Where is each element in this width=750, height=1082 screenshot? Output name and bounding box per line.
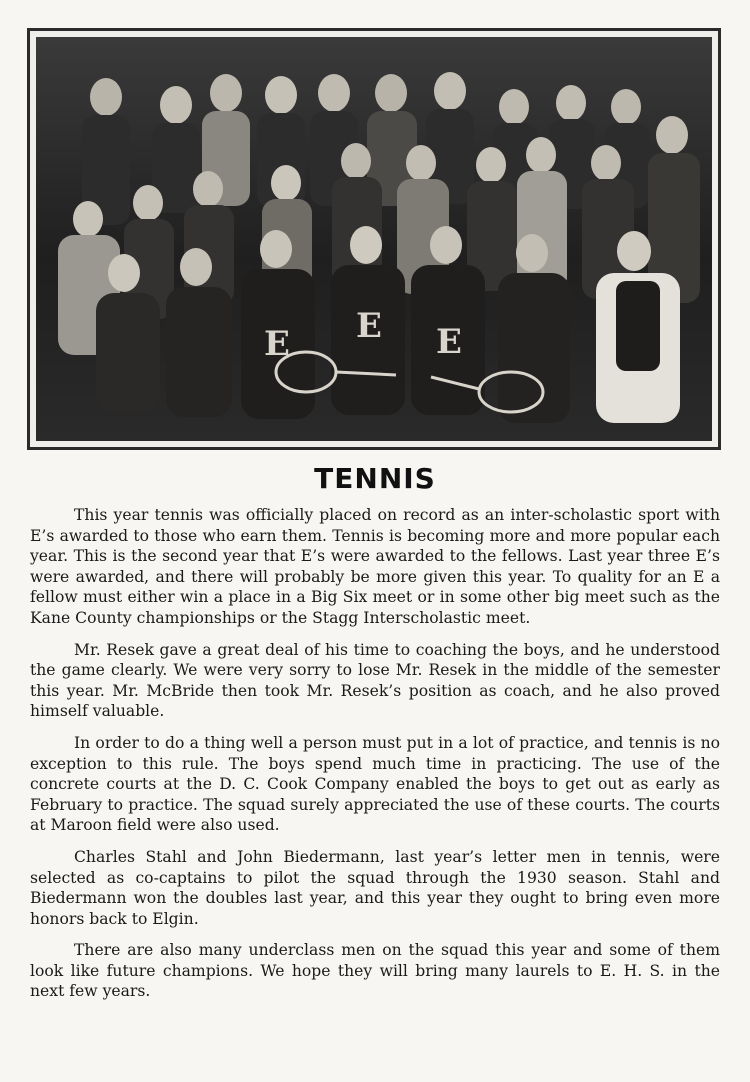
team-photo — [36, 37, 712, 441]
team-photo-illustration — [36, 37, 712, 441]
sweater-letter: E — [356, 306, 382, 346]
paragraph: Charles Stahl and John Biedermann, last year’s letter men in tennis, were selected as co-captains to pilot the squad through the 1930 season. Stahl and Biedermann won the doubles last year, and this year they ought to bring even more honors back to Elgin. — [30, 847, 720, 928]
paragraph: This year tennis was officially placed on record as an inter-scholastic sport with E’s awarded to those who earn them. Tennis is becoming more and more popular each year. This is the second year that E’s were awarded to the fellows. Last year three E’s were awarded, and there will probably be more given this year. To quality for an E a fellow must either win a place in a Big Six meet or in some other big meet such as the Kane County championships or the Stagg Interscholastic meet. — [30, 506, 720, 627]
team-photo-frame — [27, 28, 721, 450]
article-body — [30, 505, 720, 1013]
paragraph: There are also many underclass men on the squad this year and some of them look like future champions. We hope they will bring many laurels to E. H. S. in the next few years. — [30, 941, 720, 1001]
paragraph: Mr. Resek gave a great deal of his time to coaching the boys, and he understood the game clearly. We were very sorry to lose Mr. Resek in the middle of the semester this year. Mr. McBride then took Mr. Resek’s position as coach, and he also proved himself valuable. — [30, 640, 720, 721]
sweater-letter: E — [436, 322, 462, 362]
paragraph: In order to do a thing well a person must put in a lot of practice, and tennis is no exception to this rule. The boys spend much time in practicing. The use of the concrete courts at the D. C. Cook Company enabled the boys to get out as early as February to practice. The squad surely appreciated the use of these courts. The courts at Maroon field were also used. — [30, 733, 720, 835]
page-title: TENNIS — [314, 462, 436, 495]
sweater-letter: E — [264, 324, 290, 364]
